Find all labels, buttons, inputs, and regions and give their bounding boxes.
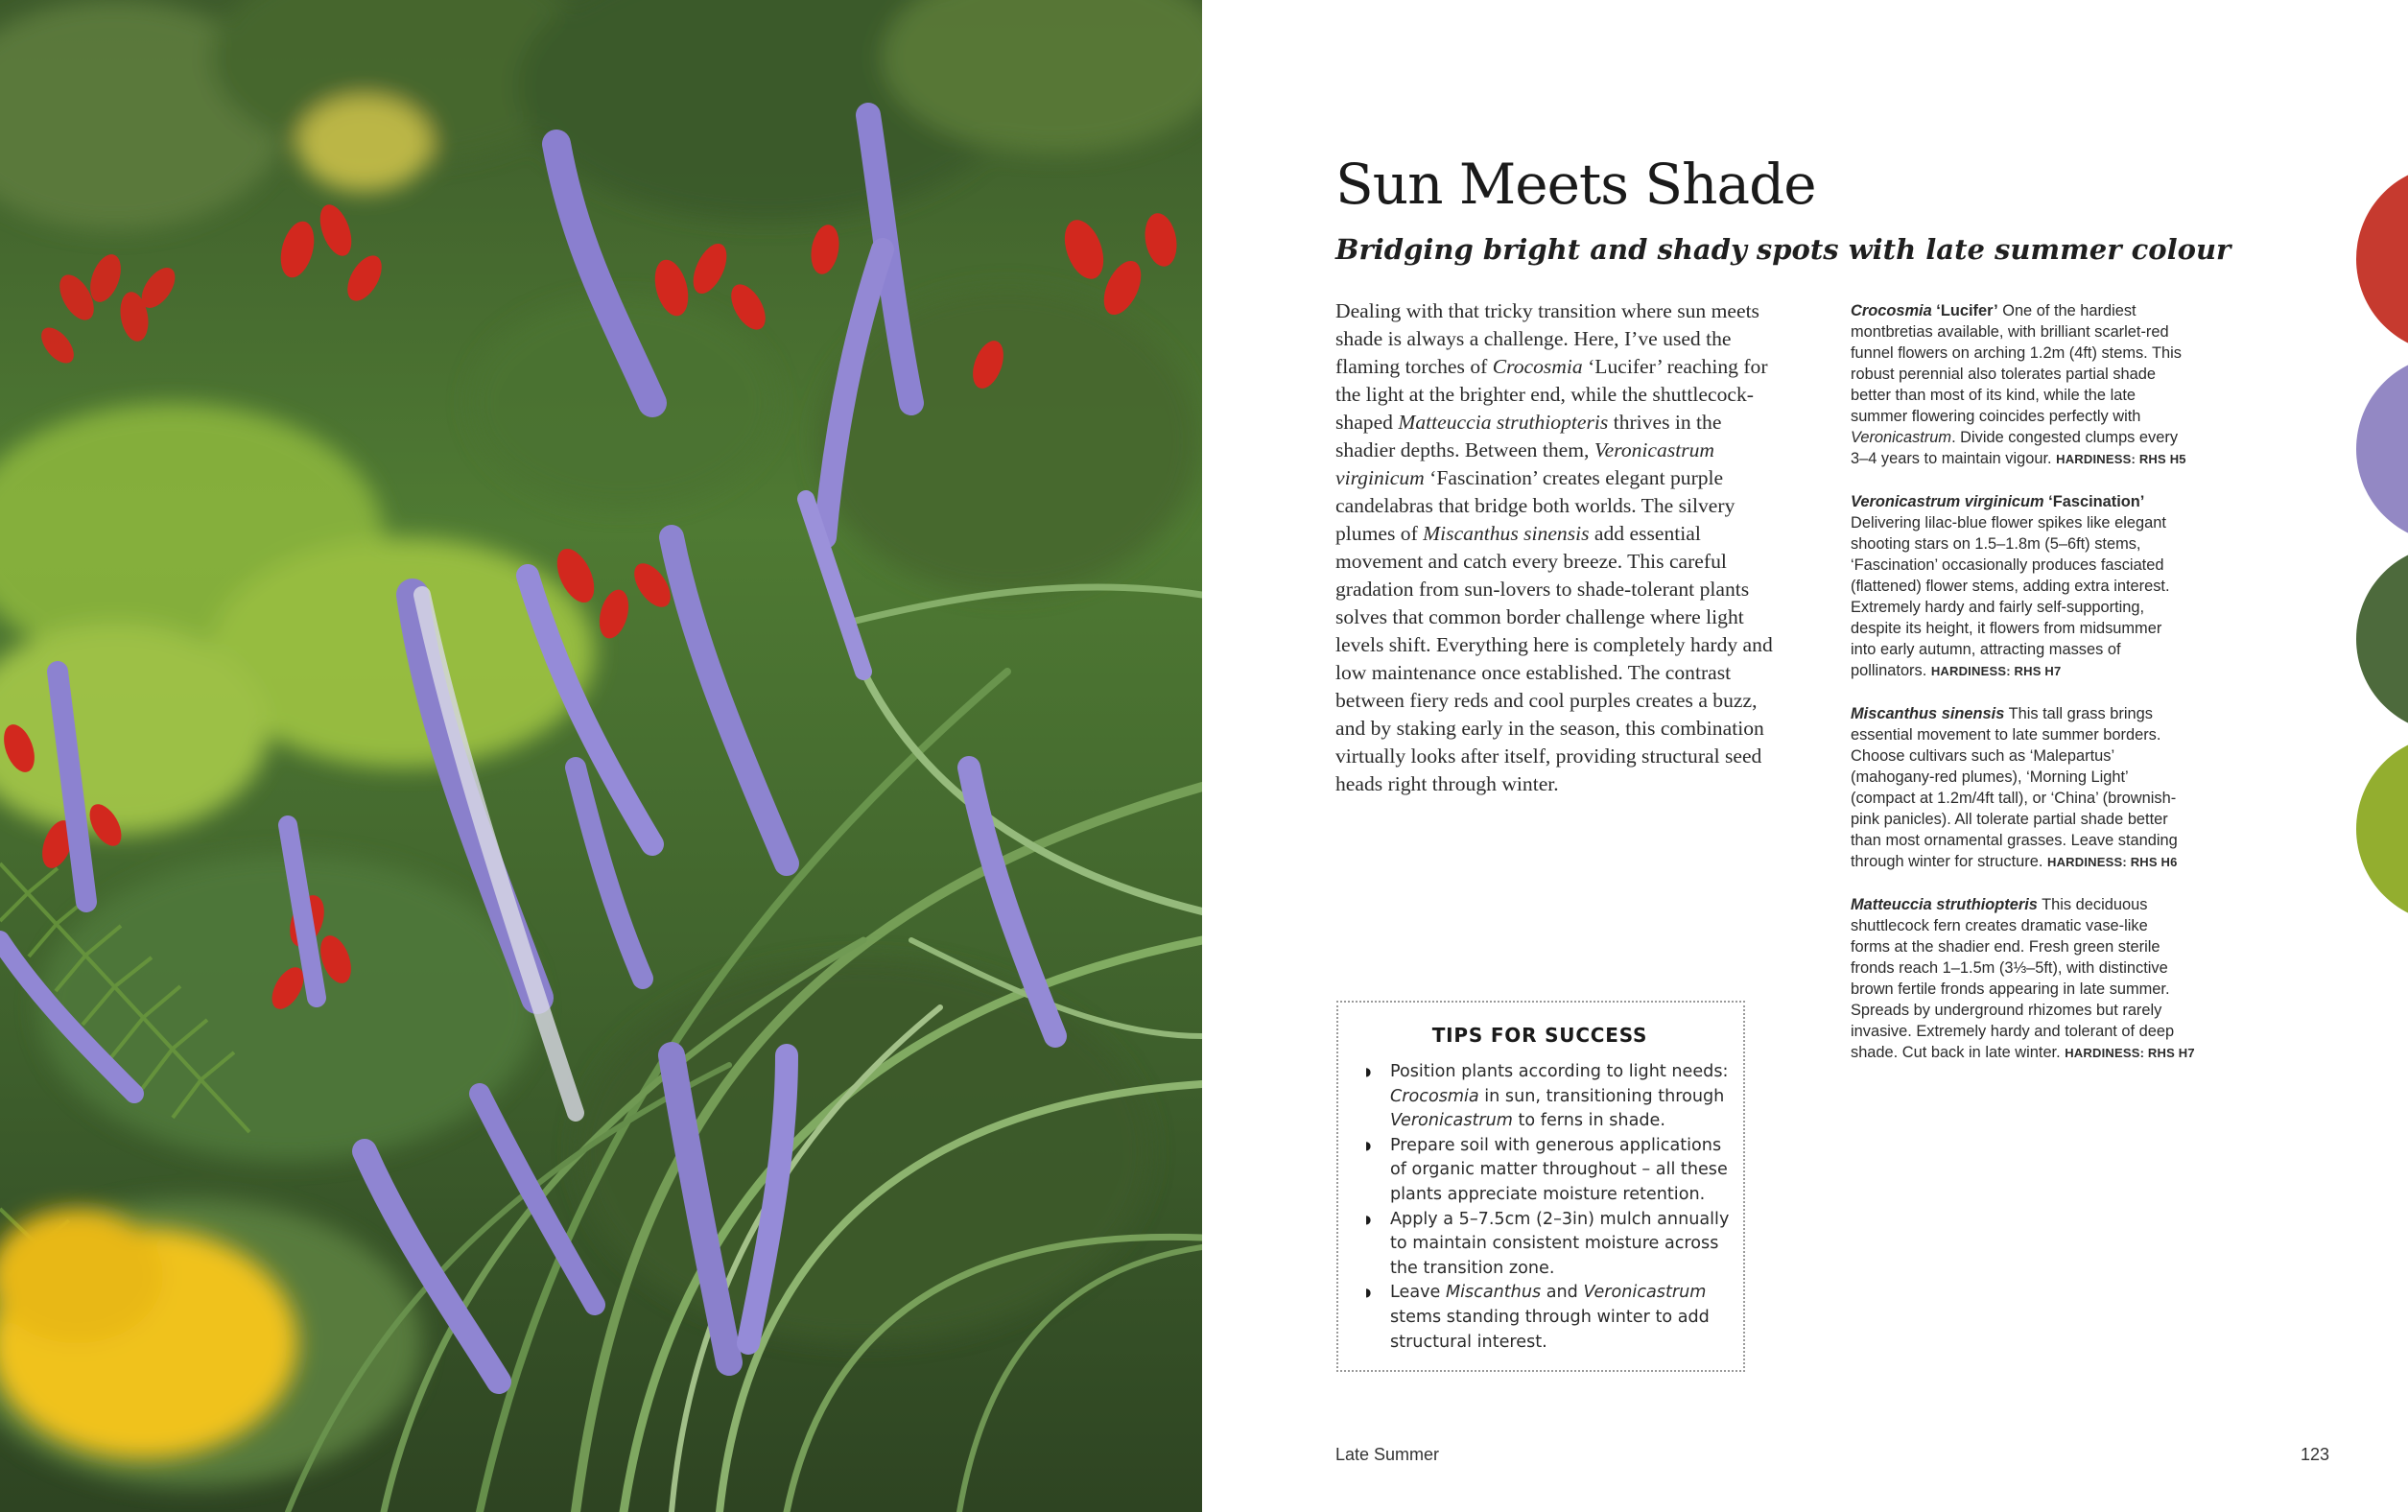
tips-box [1336,1001,1745,1372]
intro-line: Dealing with that tricky transition where sun meets [1335,299,1759,322]
plant-profiles [1851,300,2234,1085]
intro-line: gradation from sun-lovers to shade-tolerant plants [1335,578,1750,601]
tips-list [1359,1060,1730,1355]
intro-line: virtually looks after itself, providing structural seed [1335,744,1762,768]
plant-profile: Veronicastrum virginicum ‘Fascination’ Delivering lilac-blue flower spikes like elegant shooting stars on 1.5–1.8m (5–6ft) stems, ‘Fascination’ occasionally produces fasciated (flattened) flower stems, adding extra interest. Extremely hardy and fairly self-supporting, despite its height, it flowers from midsummer into early autumn, attracting masses of pollinators. HARDINESS: RHS H7 [1851,493,2170,679]
bullet-icon: ◗ [1365,1138,1372,1152]
palette-swatch-red [2356,165,2408,353]
plant-name: Miscanthus sinensis [1851,705,2005,722]
hardiness-rating: HARDINESS: RHS H7 [2065,1046,2195,1060]
intro-line: low maintenance once established. The contrast [1335,661,1732,684]
palette-swatch-lime [2356,735,2408,923]
plant-profile: Crocosmia ‘Lucifer’ One of the hardiest montbretias available, with brilliant scarlet-red funnel flowers on arching 1.2m (4ft) stems. This robust perennial also tolerates partial shade better than most of its kind, while the late summer flowering coincides perfectly with Veronicastrum. Divide congested clumps every 3–4 years to maintain vigour. HARDINESS: RHS H5 [1851,302,2186,467]
plant-profile: Miscanthus sinensis This tall grass brings essential movement to late summer borders. Choose cultivars such as ‘Malepartus’ (mahogany-red plumes), ‘Morning Light’ (compact at 1.2m/4ft tall), or ‘China’ (brownish- pink panicles). All tolerate partial shade better than most ornamental grasses. Leave standing through winter for structure. HARDINESS: RHS H6 [1851,705,2178,870]
intro-line: the light at the brighter end, while the shuttlecock- [1335,383,1754,406]
intro-line: shade is always a challenge. Here, I’ve used the [1335,327,1732,350]
garden-photo [0,0,1202,1512]
intro-line: shadier depths. Between them, Veronicastrum [1335,438,1715,461]
intro-line: levels shift. Everything here is completely hardy and [1335,633,1773,656]
garden-photo-art [0,0,1202,1512]
footer-section: Late Summer [1335,1445,1440,1464]
page-number: 123 [2301,1445,2330,1464]
page-subtitle: Bridging bright and shady spots with late summer colour [1335,233,2231,266]
plant-profile: Matteuccia struthiopteris This deciduous shuttlecock fern creates dramatic vase-like forms at the shadier end. Fresh green sterile fronds reach 1–1.5m (3⅓–5ft), with distinctive brown fertile fronds appearing in late summer. Spreads by underground rhizomes but rarely invasive. Extremely hardy and tolerant of deep shade. Cut back in late winter. HARDINESS: RHS H7 [1851,896,2195,1061]
plant-name: Matteuccia struthiopteris [1851,896,2038,913]
tip-item: ◗ Position plants according to light needs: Crocosmia in sun, transitioning through Veronicastrum to ferns in shade. [1365,1062,1729,1131]
bullet-icon: ◗ [1365,1212,1372,1226]
hardiness-rating: HARDINESS: RHS H6 [2046,855,2178,869]
plant-cultivar: ‘Lucifer’ [1931,302,1998,319]
palette-swatch-green [2356,545,2408,733]
plant-name: Veronicastrum virginicum [1851,493,2044,510]
plant-cultivar: ‘Fascination’ [2043,493,2145,510]
intro-line: candelabras that bridge both worlds. The silvery [1335,494,1735,517]
tips-title: TIPS FOR SUCCESS [1431,1024,1648,1047]
page-title: Sun Meets Shade [1335,152,1816,217]
hardiness-rating: HARDINESS: RHS H5 [2056,452,2186,466]
intro-paragraph [1335,297,1815,798]
intro-line: virginicum ‘Fascination’ creates elegant purple [1335,466,1724,489]
intro-line: movement and catch every breeze. This careful [1335,550,1727,573]
bullet-icon: ◗ [1365,1286,1372,1300]
bullet-icon: ◗ [1365,1065,1372,1078]
plant-name: Crocosmia [1851,302,1932,319]
intro-line: and by staking early in the season, this combination [1335,717,1764,740]
tip-item: ◗ Leave Miscanthus and Veronicastrum stems standing through winter to add structural interest. [1365,1283,1710,1352]
intro-line: flaming torches of Crocosmia ‘Lucifer’ reaching for [1335,355,1768,378]
tip-item: ◗ Prepare soil with generous applications of organic matter throughout – all these plants appreciate moisture retention. [1365,1135,1728,1204]
palette-swatch-purple [2356,355,2408,543]
intro-line: heads right through winter. [1335,772,1559,795]
intro-line: shaped Matteuccia struthiopteris thrives in the [1335,411,1722,434]
intro-line: plumes of Miscanthus sinensis add essential [1335,522,1701,545]
intro-line: solves that common border challenge where light [1335,605,1744,628]
hardiness-rating: HARDINESS: RHS H7 [1930,664,2062,678]
tip-item: ◗ Apply a 5–7.5cm (2–3in) mulch annually to maintain consistent moisture across the transition zone. [1365,1209,1730,1278]
intro-line: between fiery reds and cool purples creates a buzz, [1335,689,1758,712]
